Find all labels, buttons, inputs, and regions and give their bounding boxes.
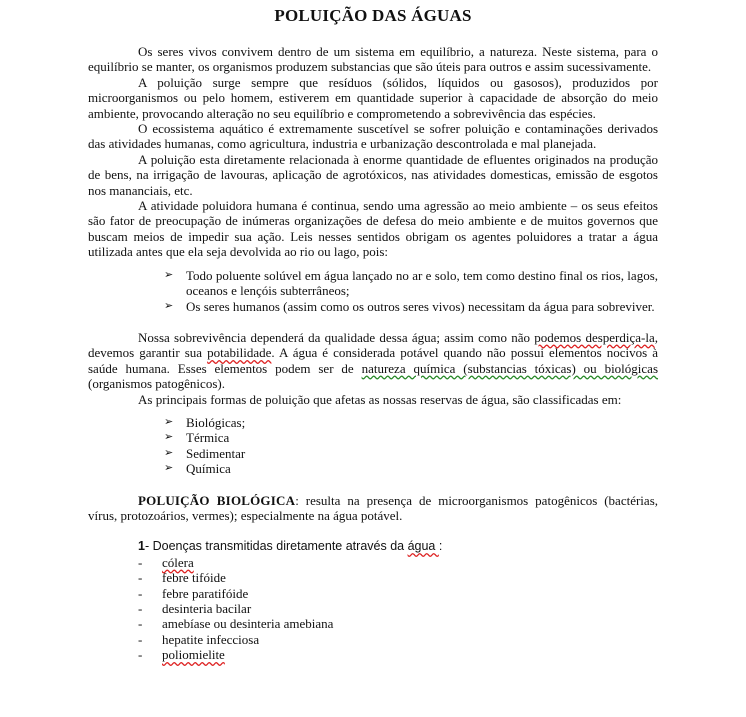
paragraph-water-quality: Nossa sobrevivência dependerá da qualidade dessa água; assim como não podemos desperdiça-la, devemos garantir sua potabilidade. A água é considerada potável quando não possui elementos nocivos à saúde humana. Esses elementos podem ser de natureza química (substancias tóxicas) ou biológicas (organismos patogênicos). xyxy=(88,329,659,392)
grammar-underlined-text: natureza química (substancias tóxicas) ou biológicas xyxy=(361,360,659,376)
list-item-text: Todo poluente solúvel em água lançado no ar e solo, tem como destino final os rios, lagos, oceanos e lençóis subterrâneos; xyxy=(186,267,658,299)
spellcheck-underlined-text: potabilidade xyxy=(207,345,272,361)
paragraph-biological-pollution: POLUIÇÃO BIOLÓGICA: resulta na presença de microorganismos patogênicos (bactérias, vírus, protozoários, vermes); especialmente na água potável. xyxy=(88,492,658,523)
paragraph-pollution-definition: A poluição surge sempre que resíduos (sólidos, líquidos ou gasosos), produzidos por microorganismos ou pelo homem, estiverem em quantidade superior à capacidade de absorção do meio ambiente, provocando alteração no seu equilíbrio e comprometendo a sobrevivência das espécies. xyxy=(88,74,658,121)
list-item: ➢ Térmica xyxy=(164,430,230,446)
paragraph-intro: Os seres vivos convivem dentro de um sistema em equilíbrio, a natureza. Neste sistema, para o equilíbrio se manter, os organismos produzem substancias que são úteis para outros e assim sucessivamente. xyxy=(88,44,658,75)
paragraph-effluents: A poluição esta diretamente relacionada à enorme quantidade de efluentes originados na produção de bens, na irrigação de lavouras, aplicação de agrotóxicos, nas atividades domesticas, emissão de esgotos nos mananciais, etc. xyxy=(88,151,658,198)
page-title: POLUIÇÃO DAS ÁGUAS xyxy=(274,6,472,25)
arrow-bullet-icon: ➢ xyxy=(164,268,174,281)
arrow-bullet-icon: ➢ xyxy=(164,415,174,428)
list-item-text: Os seres humanos (assim como os outros seres vivos) necessitam da água para sobreviver. xyxy=(186,298,655,314)
list-item: ➢ Biológicas; xyxy=(164,414,246,430)
spellcheck-underlined-text: podemos desperdiça-la xyxy=(534,329,655,345)
list-item: - febre paratifóide xyxy=(138,585,249,601)
diseases-list xyxy=(88,555,658,663)
list-item xyxy=(164,268,658,299)
section-heading: POLUIÇÃO BIOLÓGICA xyxy=(138,492,296,508)
list-item: - poliomielite xyxy=(138,647,225,663)
pollution-types-list xyxy=(88,415,658,477)
arrow-bullet-icon: ➢ xyxy=(164,299,174,312)
list-item: ➢ Química xyxy=(164,461,231,477)
arrow-bullet-icon: ➢ xyxy=(164,431,174,444)
list-item: - cólera xyxy=(138,554,194,570)
list-item: - hepatite infecciosa xyxy=(138,631,260,647)
list-item: ➢ Sedimentar xyxy=(164,445,246,461)
list-item: - febre tifóide xyxy=(138,570,226,586)
list-item: - desinteria bacilar xyxy=(138,601,252,616)
reasons-list xyxy=(88,268,658,314)
paragraph-human-activity: A atividade poluidora humana é continua, sendo uma agressão ao meio ambiente – os seus efeitos são fator de preocupação de inúmeras organizações de defesa do meio ambiente e de muitos governos que buscam meios de impedir sua ação. Leis nesses sentidos obrigam os agentes poluidores a tratar a água utilizada antes que ela seja devolvida ao rio ou lago, pois: xyxy=(88,198,658,260)
arrow-bullet-icon: ➢ xyxy=(164,446,174,459)
list-item: - amebíase ou desinteria amebiana xyxy=(138,616,334,632)
list-item xyxy=(164,299,658,314)
document-body xyxy=(88,44,658,663)
arrow-bullet-icon: ➢ xyxy=(164,462,174,475)
paragraph-classification-intro: As principais formas de poluição que afetas as nossas reservas de água, são classificadas em: xyxy=(138,391,622,407)
paragraph-aquatic-ecosystem: O ecossistema aquático é extremamente suscetível se sofrer poluição e contaminações derivados das atividades humanas, como agricultura, industria e urbanização descontrolada e mal planejada. xyxy=(88,121,658,152)
diseases-heading: 1- Doenças transmitidas diretamente através da água : xyxy=(138,539,443,554)
